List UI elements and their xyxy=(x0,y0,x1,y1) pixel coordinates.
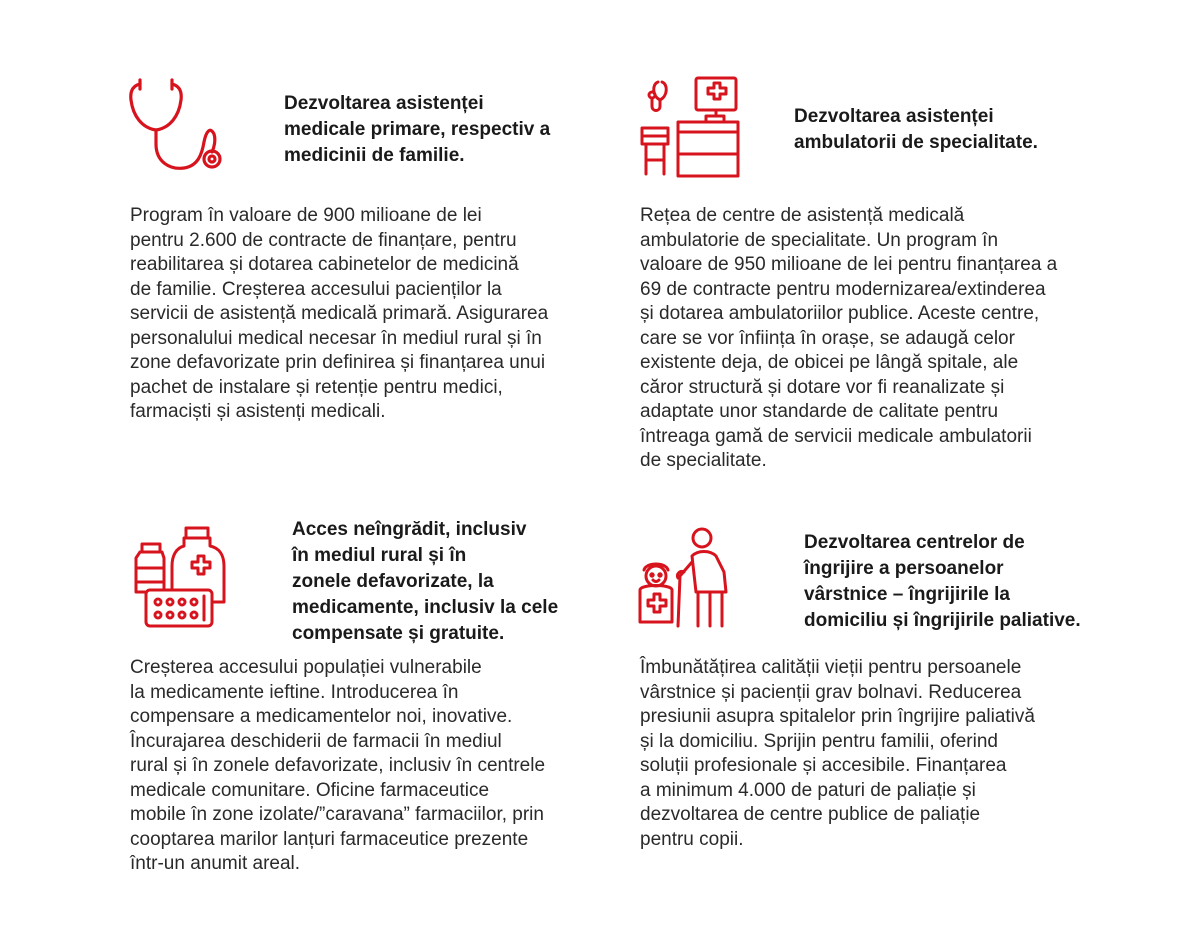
section-1-body xyxy=(130,204,548,425)
title-line: Dezvoltarea asistenței xyxy=(284,93,484,114)
title-line: medicale primare, respectiv a xyxy=(284,119,551,140)
body-line: și la domiciliu. Sprijin pentru familii, oferind xyxy=(640,730,998,752)
body-line: presiunii asupra spitalelor prin îngrijire paliativă xyxy=(640,706,1035,727)
body-line: rural și în zonele defavorizate, inclusiv în centrele xyxy=(130,755,546,776)
section-1-title xyxy=(284,91,550,169)
body-line: Îmbunătățirea calității vieții pentru persoanele xyxy=(640,657,1022,678)
body-line: existente deja, de obicei pe lângă spitale, ale xyxy=(640,352,1019,373)
body-line: pentru copii. xyxy=(640,828,744,850)
body-line: Încurajarea deschiderii de farmacii în mediul xyxy=(130,730,502,752)
body-line: 69 de contracte pentru modernizarea/extinderea xyxy=(640,278,1046,300)
body-line: a minimum 4.000 de paturi de paliație și xyxy=(640,779,976,801)
section-2-title xyxy=(794,104,1038,156)
title-line: în mediul rural și în xyxy=(292,545,467,566)
elderly-care-icon xyxy=(636,526,746,630)
body-line: cooptarea marilor lanțuri farmaceutice prezente xyxy=(130,828,529,850)
title-line: ambulatorii de specialitate. xyxy=(794,132,1038,153)
body-line: de familie. Creșterea accesului pacienților la xyxy=(130,278,502,300)
body-line: dezvoltarea de centre publice de paliație xyxy=(640,804,981,825)
title-line: domiciliu și îngrijirile paliative. xyxy=(804,610,1081,631)
stethoscope-icon xyxy=(128,78,228,178)
title-line: îngrijire a persoanelor xyxy=(804,558,1004,579)
body-line: Creșterea accesului populației vulnerabile xyxy=(130,657,482,678)
title-line: Dezvoltarea asistenței xyxy=(794,106,994,127)
title-line: Dezvoltarea centrelor de xyxy=(804,532,1025,553)
section-3-title xyxy=(292,517,558,647)
clinic-desk-icon xyxy=(638,76,742,180)
title-line: Acces neîngrădit, inclusiv xyxy=(292,519,527,540)
body-line: și dotarea ambulatoriilor publice. Aceste centre, xyxy=(640,303,1040,324)
body-line: farmaciști și asistenți medicali. xyxy=(130,401,386,422)
medicine-bottles-icon xyxy=(130,526,230,630)
body-line: pentru 2.600 de contracte de finanțare, pentru xyxy=(130,229,517,251)
body-line: la medicamente ieftine. Introducerea în xyxy=(130,681,459,703)
body-line: compensare a medicamentelor noi, inovative. xyxy=(130,706,513,727)
body-line: care se vor înființa în orașe, se adaugă celor xyxy=(640,327,1015,349)
title-line: vârstnice – îngrijirile la xyxy=(804,584,1010,605)
body-line: personalului medical necesar în mediul rural și în xyxy=(130,327,542,349)
body-line: soluții profesionale și accesibile. Finanțarea xyxy=(640,755,1007,776)
body-line: ambulatorie de specialitate. Un program în xyxy=(640,229,999,251)
title-line: medicinii de familie. xyxy=(284,145,465,166)
body-line: mobile în zone izolate/”caravana” farmaciilor, prin xyxy=(130,804,544,825)
title-line: compensate și gratuite. xyxy=(292,623,505,644)
section-4-body xyxy=(640,656,1035,852)
body-line: medicale comunitare. Oficine farmaceutice xyxy=(130,779,490,801)
title-line: zonele defavorizate, la xyxy=(292,571,494,592)
section-3-body xyxy=(130,656,545,877)
body-line: într-un anumit areal. xyxy=(130,853,301,874)
body-line: de specialitate. xyxy=(640,450,767,471)
body-line: întreaga gamă de servicii medicale ambulatorii xyxy=(640,425,1032,447)
body-line: zone defavorizate prin definirea și finanțarea unui xyxy=(130,352,546,373)
body-line: Rețea de centre de asistență medicală xyxy=(640,205,965,226)
body-line: căror structură și dotare vor fi reanalizate și xyxy=(640,376,1005,398)
section-4-title xyxy=(804,530,1081,634)
title-line: medicamente, inclusiv la cele xyxy=(292,597,559,618)
body-line: adaptate unor standarde de calitate pentru xyxy=(640,401,999,422)
body-line: pachet de instalare și retenție pentru medici, xyxy=(130,376,503,398)
body-line: servicii de asistență medicală primară. Asigurarea xyxy=(130,303,549,324)
body-line: reabilitarea și dotarea cabinetelor de medicină xyxy=(130,254,519,275)
body-line: vârstnice și pacienții grav bolnavi. Reducerea xyxy=(640,681,1022,703)
body-line: valoare de 950 milioane de lei pentru finanțarea a xyxy=(640,254,1058,275)
body-line: Program în valoare de 900 milioane de lei xyxy=(130,205,482,226)
section-2-body xyxy=(640,204,1057,474)
